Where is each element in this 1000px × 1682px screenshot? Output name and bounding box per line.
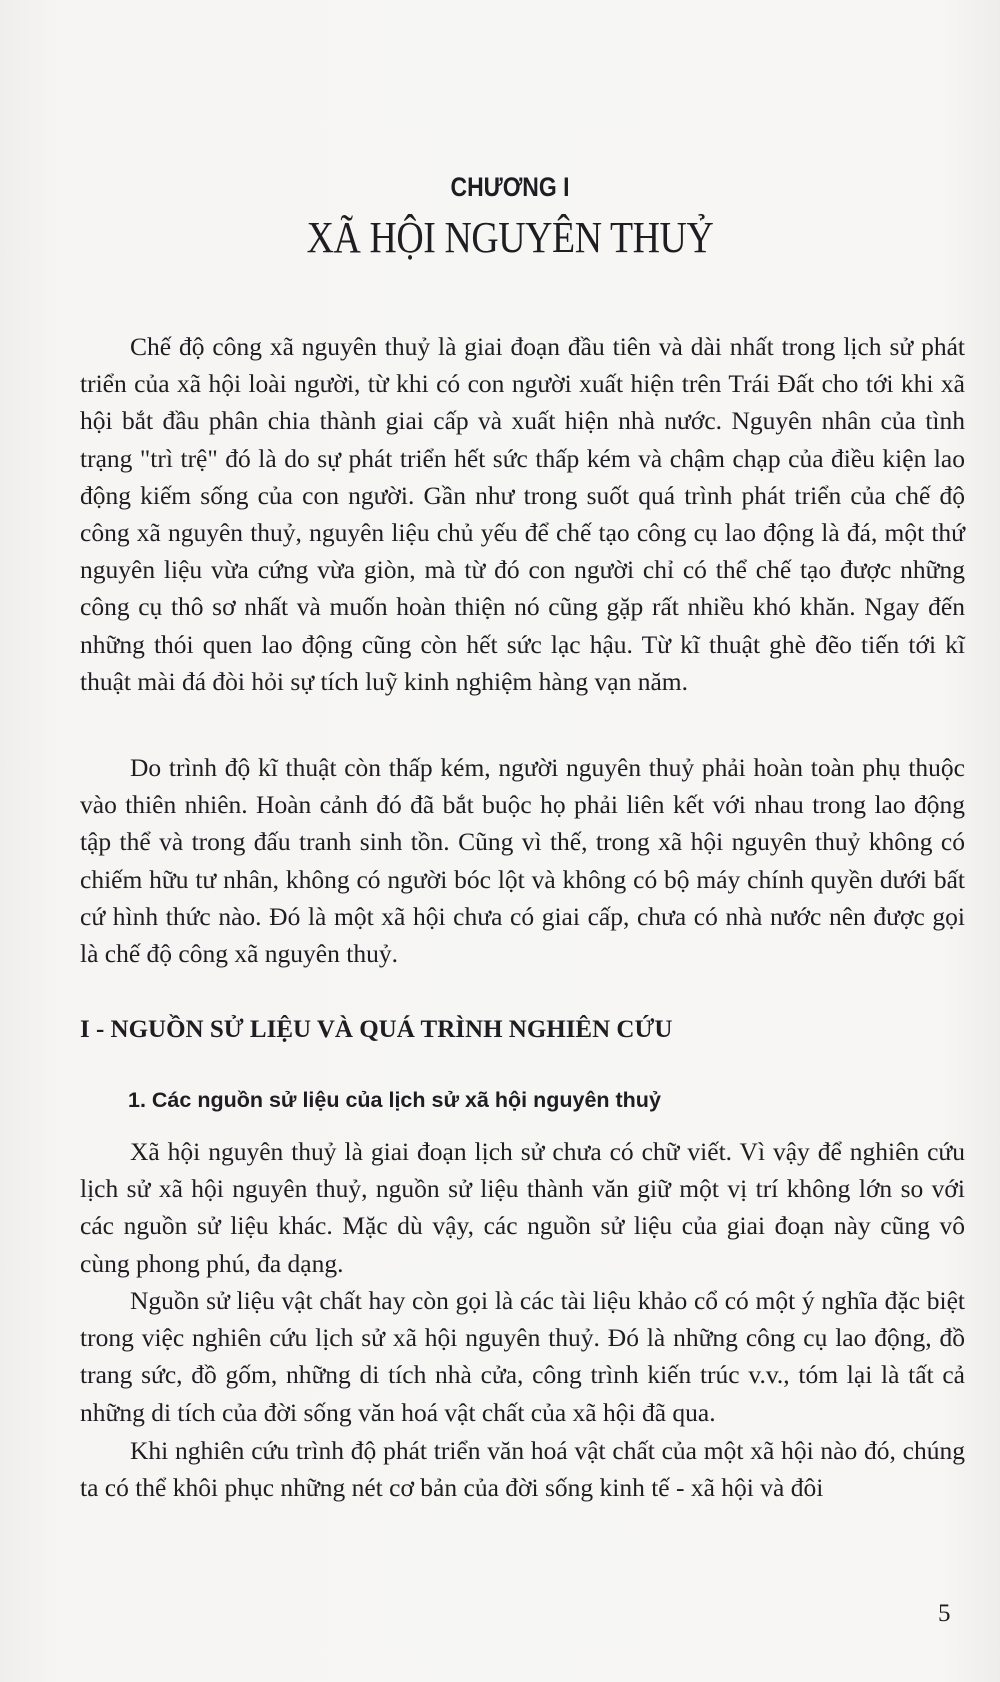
section-heading: I - NGUỒN SỬ LIỆU VÀ QUÁ TRÌNH NGHIÊN CỨU bbox=[80, 1016, 673, 1043]
intro-paragraph: Chế độ công xã nguyên thuỷ là giai đoạn đầu tiên và dài nhất trong lịch sử phát triển của xã hội loài người, từ khi có con người xuất hiện trên Trái Đất cho tới khi xã hội bắt đầu phân chia thành giai cấp và xuất hiện nhà nước. Nguyên nhân của tình trạng "trì trệ" đó là do sự phát triển hết sức thấp kém và chậm chạp của điều kiện lao động kiếm sống của con người. Gần như trong suốt quá trình phát triển của chế độ công xã nguyên thuỷ, nguyên liệu chủ yếu để chế tạo công cụ lao động là đá, một thứ nguyên liệu vừa cứng vừa giòn, mà từ đó con người chỉ có thể chế tạo được những công cụ thô sơ nhất và muốn hoàn thiện nó cũng gặp rất nhiều khó khăn. Ngay đến những thói quen lao động cũng còn hết sức lạc hậu. Từ kĩ thuật ghè đẽo tiến tới kĩ thuật mài đá đòi hỏi sự tích luỹ kinh nghiệm hàng vạn năm. bbox=[80, 332, 965, 696]
intro-paragraph: Do trình độ kĩ thuật còn thấp kém, người nguyên thuỷ phải hoàn toàn phụ thuộc vào thiên nhiên. Hoàn cảnh đó đã bắt buộc họ phải liên kết với nhau trong lao động tập thể và trong đấu tranh sinh tồn. Cũng vì thế, trong xã hội nguyên thuỷ không có chiếm hữu tư nhân, không có người bóc lột và không có bộ máy chính quyền dưới bất cứ hình thức nào. Đó là một xã hội chưa có giai cấp, chưa có nhà nước nên được gọi là chế độ công xã nguyên thuỷ. bbox=[80, 753, 965, 969]
body-paragraph: Khi nghiên cứu trình độ phát triển văn hoá vật chất của một xã hội nào đó, chúng ta có thể khôi phục những nét cơ bản của đời sống kinh tế - xã hội và đôi bbox=[80, 1436, 965, 1503]
chapter-label: CHƯƠNG I bbox=[450, 172, 570, 202]
subsection-heading: 1. Các nguồn sử liệu của lịch sử xã hội nguyên thuỷ bbox=[128, 1088, 661, 1112]
body-paragraph: Xã hội nguyên thuỷ là giai đoạn lịch sử chưa có chữ viết. Vì vậy để nghiên cứu lịch sử xã hội nguyên thuỷ, nguồn sử liệu thành văn giữ một vị trí không lớn so với các nguồn sử liệu khác. Mặc dù vậy, các nguồn sử liệu của giai đoạn này cũng vô cùng phong phú, đa dạng. bbox=[80, 1137, 965, 1278]
chapter-title: XÃ HỘI NGUYÊN THUỶ bbox=[306, 213, 714, 262]
page-number: 5 bbox=[938, 1600, 951, 1627]
body-paragraph: Nguồn sử liệu vật chất hay còn gọi là các tài liệu khảo cổ có một ý nghĩa đặc biệt trong việc nghiên cứu lịch sử xã hội nguyên thuỷ. Đó là những công cụ lao động, đồ trang sức, đồ gốm, những di tích nhà cửa, công trình kiến trúc v.v., tóm lại là tất cả những di tích của đời sống văn hoá vật chất của xã hội đã qua. bbox=[80, 1286, 965, 1427]
